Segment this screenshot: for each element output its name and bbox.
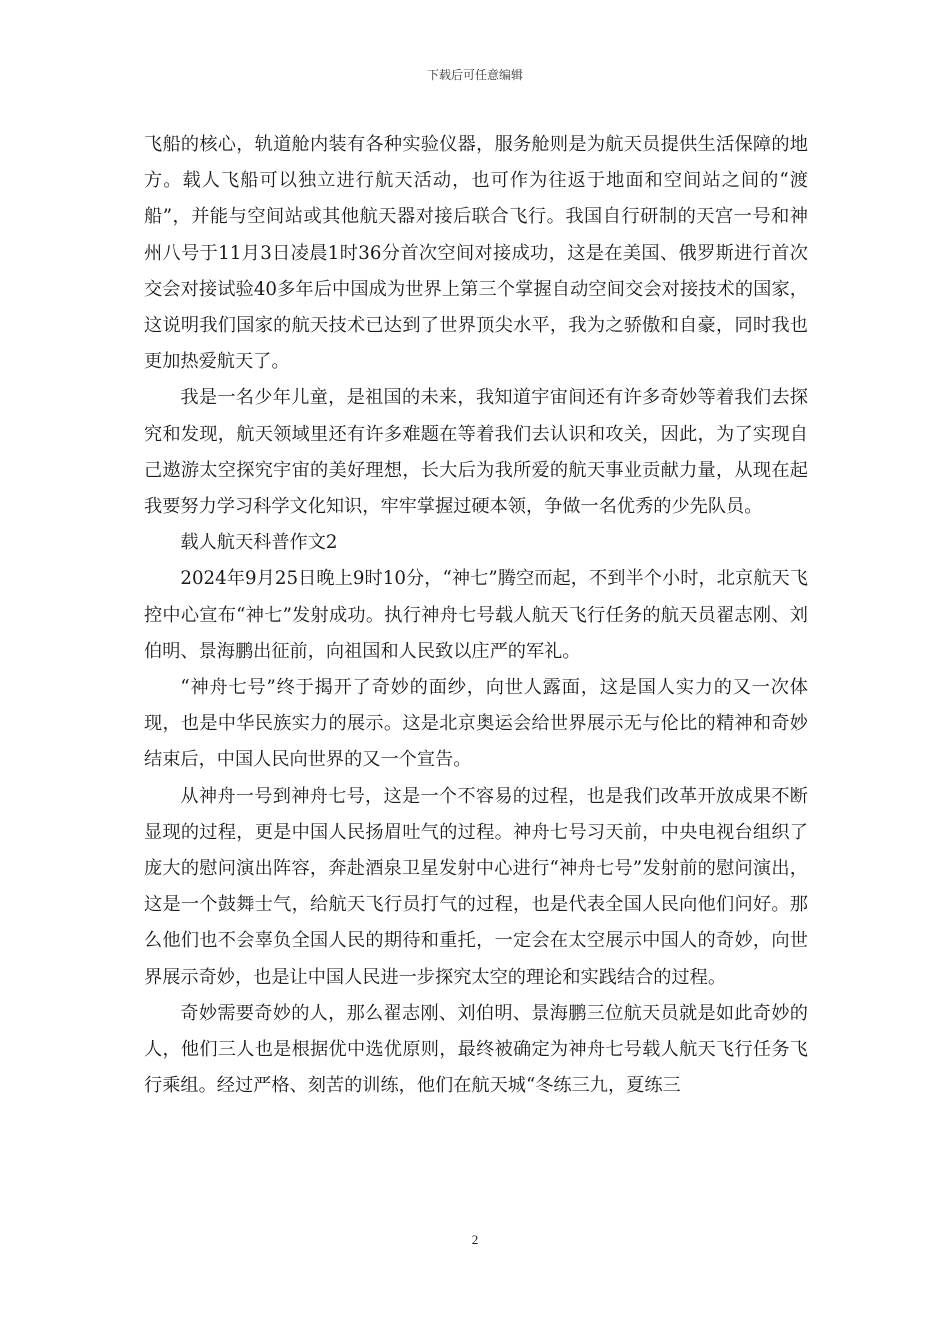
page-number: 2: [471, 1232, 479, 1247]
paragraph: 2024年9月25日晚上9时10分，“神七”腾空而起，不到半个小时，北京航天飞控中心宣布“神七”发射成功。执行神舟七号载人航天飞行任务的航天员翟志刚、刘伯明、景海鹏出征前，向祖国和人民致以庄严的军礼。: [144, 568, 808, 662]
paragraph: 奇妙需要奇妙的人，那么翟志刚、刘伯明、景海鹏三位航天员就是如此奇妙的人，他们三人也是根据优中选优原则，最终被确定为神舟七号载人航天飞行任务飞行乘组。经过严格、刻苦的训练，他们在航天城“冬练三九，夏练三: [144, 1002, 808, 1097]
paragraph: 从神舟一号到神舟七号，这是一个不容易的过程，也是我们改革开放成果不断显现的过程，更是中国人民扬眉吐气的过程。神舟七号习天前，中央电视台组织了庞大的慰问演出阵容，奔赴酒泉卫星发射中心进行“神舟七号”发射前的慰问演出，这是一个鼓舞士气，给航天飞行员打气的过程，也是代表全国人民向他们问好。那么他们也不会辜负全国人民的期待和重托，一定会在太空展示中国人的奇妙，向世界展示奇妙，也是让中国人民进一步探究太空的理论和实践结合的过程。: [144, 785, 808, 988]
document-body: [144, 127, 808, 1104]
section-heading: 载人航天科普作文2: [180, 532, 338, 554]
paragraph: 我是一名少年儿童，是祖国的未来，我知道宇宙间还有许多奇妙等着我们去探究和发现，航天领域里还有许多难题在等着我们去认识和攻关，因此，为了实现自己遨游太空探究宇宙的美好理想，长大后为我所爱的航天事业贡献力量，从现在起我要努力学习科学文化知识，牢牢掌握过硬本领，争做一名优秀的少先队员。: [144, 387, 808, 518]
paragraph: “神舟七号”终于揭开了奇妙的面纱，向世人露面，这是国人实力的又一次体现，也是中华民族实力的展示。这是北京奥运会给世界展示无与伦比的精神和奇妙结束后，中国人民向世界的又一个宣告。: [144, 677, 808, 771]
page-header: 下载后可任意编辑: [426, 68, 523, 82]
paragraph-continuation: 飞船的核心，轨道舱内装有各种实验仪器，服务舱则是为航天员提供生活保障的地方。载人飞船可以独立进行航天活动，也可作为往返于地面和空间站之间的“渡船”，并能与空间站或其他航天器对接后联合飞行。我国自行研制的天宫一号和神州八号于11月3日凌晨1时36分首次空间对接成功，这是在美国、俄罗斯进行首次交会对接试验40多年后中国成为世界上第三个掌握自动空间交会对接技术的国家，这说明我们国家的航天技术已达到了世界顶尖水平，我为之骄傲和自豪，同时我也更加热爱航天了。: [144, 134, 808, 373]
